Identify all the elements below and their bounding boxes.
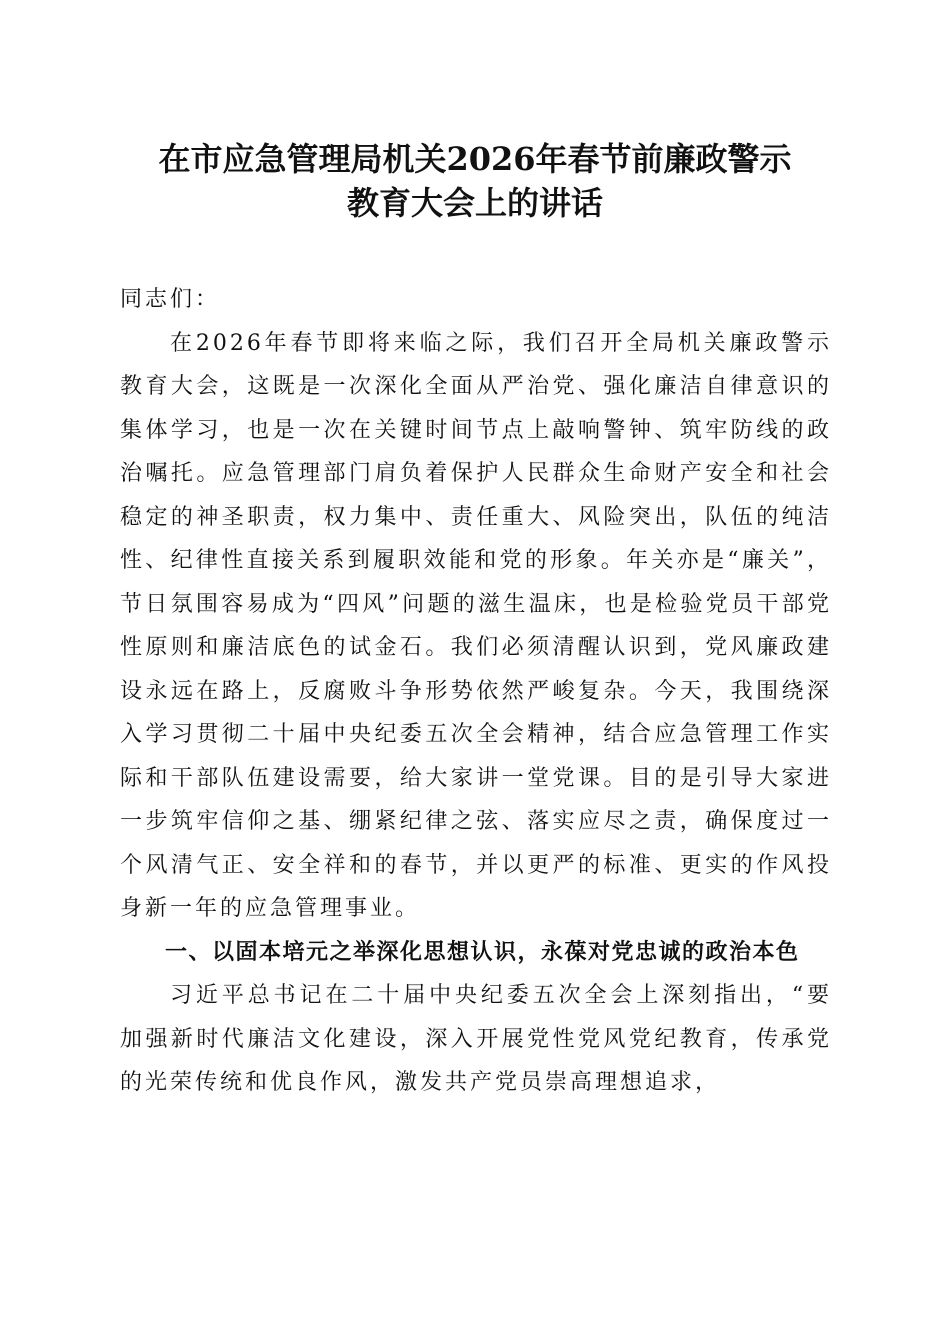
- document-title: [88, 137, 862, 225]
- paragraph-section-1: 习近平总书记在二十届中央纪委五次全会上深刻指出，“要加强新时代廉洁文化建设，深入开展党性党风党纪教育，传承党的光荣传统和优良作风，激发共产党员崇高理想追求，: [120, 983, 832, 1095]
- document-body: [120, 278, 832, 1105]
- title-line-2: 教育大会上的讲话: [346, 184, 603, 222]
- paragraph-intro: 在2026年春节即将来临之际，我们召开全局机关廉政警示教育大会，这既是一次深化全面从严治党、强化廉洁自律意识的集体学习，也是一次在关键时间节点上敲响警钟、筑牢防线的政治嘱托。应急管理部门肩负着保护人民群众生命财产安全和社会稳定的神圣职责，权力集中、责任重大、风险突出，队伍的纯洁性、纪律性直接关系到履职效能和党的形象。年关亦是“廉关”，节日氛围容易成为“四风”问题的滋生温床，也是检验党员干部党性原则和廉洁底色的试金石。我们必须清醒认识到，党风廉政建设永远在路上，反腐败斗争形势依然严峻复杂。今天，我围绕深入学习贯彻二十届中央纪委五次全会精神，结合应急管理工作实际和干部队伍建设需要，给大家讲一堂党课。目的是引导大家进一步筑牢信仰之基、绷紧纪律之弦、落实应尽之责，确保度过一个风清气正、安全祥和的春节，并以更严的标准、更实的作风投身新一年的应急管理事业。: [120, 330, 832, 921]
- section-heading-1: 一、以固本培元之举深化思想认识，永葆对党忠诚的政治本色: [165, 939, 800, 965]
- title-line-1: 在市应急管理局机关2026年春节前廉政警示: [158, 140, 792, 178]
- salutation: 同志们：: [120, 287, 221, 312]
